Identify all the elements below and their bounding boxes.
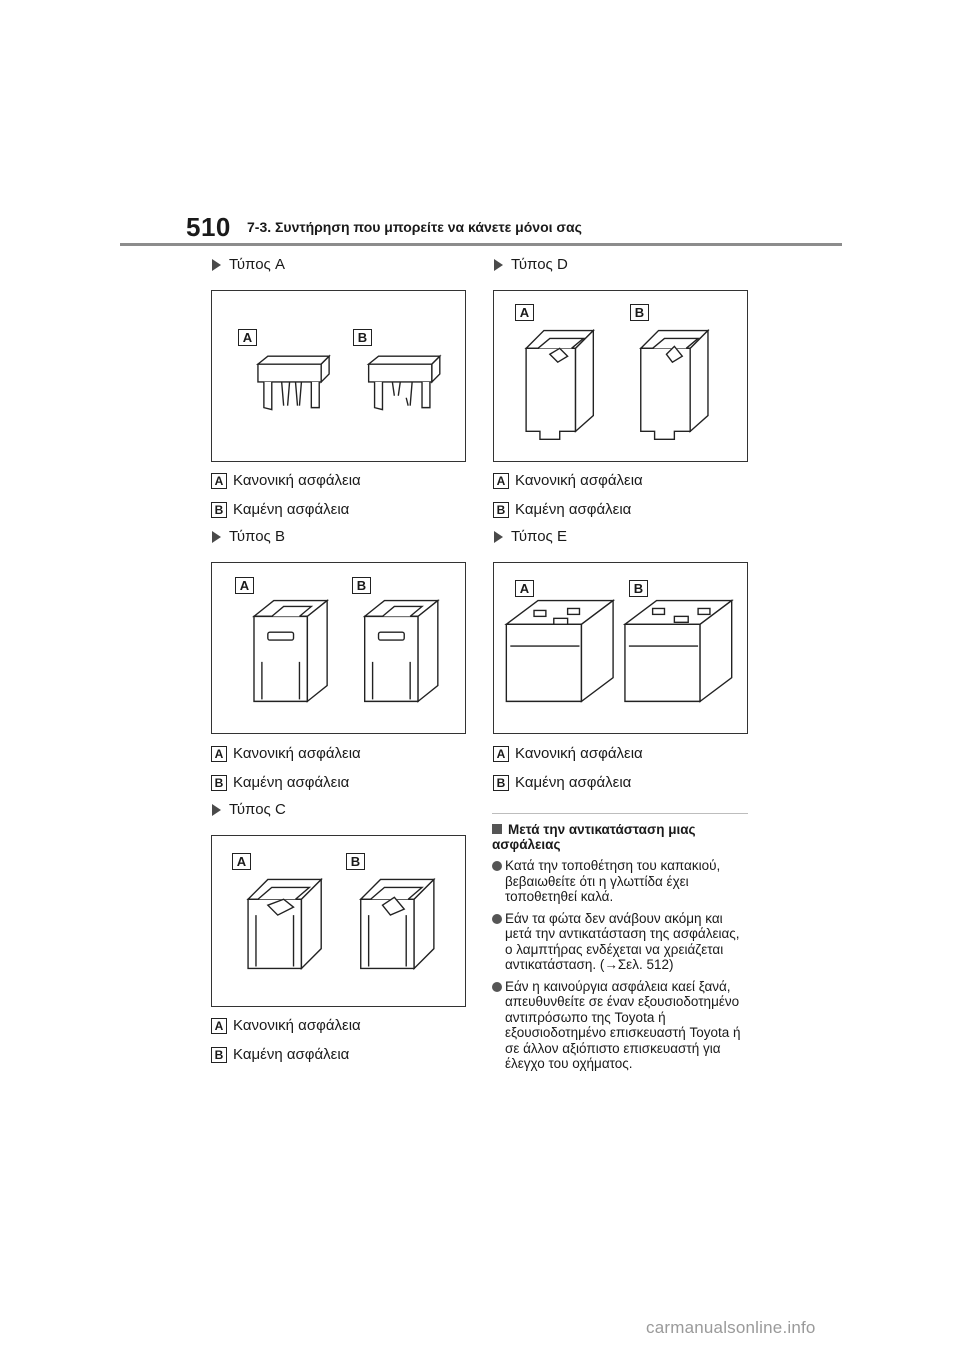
legend-text: Καμένη ασφάλεια <box>233 1046 350 1063</box>
label-a-tag: A <box>515 304 534 321</box>
legend-text: Καμένη ασφάλεια <box>515 774 632 791</box>
note-title-text: Μετά την αντικατάσταση μιας ασφάλειας <box>492 822 696 852</box>
list-item <box>492 858 750 905</box>
legend-key-a: A <box>493 746 509 762</box>
legend-a <box>211 1017 361 1034</box>
label-b-tag: B <box>352 577 371 594</box>
legend-text: Κανονική ασφάλεια <box>233 745 361 762</box>
legend-key-b: B <box>211 1047 227 1063</box>
legend-text: Καμένη ασφάλεια <box>515 501 632 518</box>
label-b-tag: B <box>353 329 372 346</box>
round-bullet-icon <box>492 914 502 924</box>
triangle-bullet-icon <box>212 804 221 816</box>
legend-key-b: B <box>211 775 227 791</box>
square-bullet-icon <box>492 824 502 834</box>
legend-b <box>211 501 349 518</box>
legend-text: Κανονική ασφάλεια <box>233 1017 361 1034</box>
round-bullet-icon <box>492 982 502 992</box>
heading-text: Τύπος D <box>511 256 568 273</box>
label-b-tag: B <box>629 580 648 597</box>
legend-text: Κανονική ασφάλεια <box>233 472 361 489</box>
label-a-tag: A <box>238 329 257 346</box>
fuse-type-c-heading <box>212 801 286 818</box>
note-divider <box>492 813 748 814</box>
heading-text: Τύπος E <box>511 528 567 545</box>
legend-key-a: A <box>211 473 227 489</box>
note-list <box>492 858 750 1078</box>
legend-key-a: A <box>493 473 509 489</box>
fuse-type-a-heading <box>212 256 285 273</box>
note-title <box>492 822 748 852</box>
header-rule <box>120 243 842 246</box>
triangle-bullet-icon <box>212 259 221 271</box>
fuse-type-c-figure <box>211 835 466 1007</box>
legend-text: Κανονική ασφάλεια <box>515 472 643 489</box>
legend-key-b: B <box>211 502 227 518</box>
list-item-text: Εάν η καινούργια ασφάλεια καεί ξανά, απευθυνθείτε σε έναν εξουσιοδοτημένο αντιπρόσωπο της Toyota ή εξουσιοδοτημένο επισκευαστή Toyota ή σε άλλον αξιόπιστο επισκευαστή για έλεγχο του οχήματος. <box>505 978 741 1071</box>
fuse-type-d-heading <box>494 256 568 273</box>
legend-key-a: A <box>211 746 227 762</box>
label-a-tag: A <box>232 853 251 870</box>
legend-key-b: B <box>493 502 509 518</box>
fuse-type-b-figure <box>211 562 466 734</box>
label-a-tag: A <box>235 577 254 594</box>
legend-a <box>211 745 361 762</box>
blade-fuse-illustration <box>212 291 465 461</box>
legend-a <box>493 472 643 489</box>
triangle-bullet-icon <box>494 259 503 271</box>
running-title: 7-3. Συντήρηση που μπορείτε να κάνετε μόνοι σας <box>247 219 582 235</box>
watermark: carmanualsonline.info <box>646 1318 816 1337</box>
legend-text: Καμένη ασφάλεια <box>233 774 350 791</box>
legend-key-b: B <box>493 775 509 791</box>
fuse-type-d-figure <box>493 290 748 462</box>
heading-text: Τύπος C <box>229 801 286 818</box>
list-item-text: Εάν τα φώτα δεν ανάβουν ακόμη και μετά την αντικατάσταση της ασφάλειας, ο λαμπτήρας ενδέχεται να χρειάζεται αντικατάσταση. (→Σελ. 512) <box>505 910 740 972</box>
label-a-tag: A <box>515 580 534 597</box>
legend-key-a: A <box>211 1018 227 1034</box>
list-item <box>492 911 750 973</box>
fuse-type-a-figure <box>211 290 466 462</box>
list-item-text: Κατά την τοποθέτηση του καπακιού, βεβαιωθείτε ότι η γλωττίδα έχει τοποθετηθεί καλά. <box>505 858 721 904</box>
legend-a <box>493 745 643 762</box>
legend-b <box>211 774 349 791</box>
fuse-type-b-heading <box>212 528 285 545</box>
label-b-tag: B <box>346 853 365 870</box>
legend-b <box>211 1046 349 1063</box>
legend-a <box>211 472 361 489</box>
triangle-bullet-icon <box>494 531 503 543</box>
triangle-bullet-icon <box>212 531 221 543</box>
heading-text: Τύπος A <box>229 256 285 273</box>
fuse-type-e-figure <box>493 562 748 734</box>
legend-b <box>493 501 631 518</box>
fuse-type-e-heading <box>494 528 567 545</box>
list-item <box>492 979 750 1072</box>
page-number: 510 <box>186 212 231 242</box>
legend-text: Κανονική ασφάλεια <box>515 745 643 762</box>
round-bullet-icon <box>492 861 502 871</box>
legend-text: Καμένη ασφάλεια <box>233 501 350 518</box>
legend-b <box>493 774 631 791</box>
heading-text: Τύπος B <box>229 528 285 545</box>
label-b-tag: B <box>630 304 649 321</box>
